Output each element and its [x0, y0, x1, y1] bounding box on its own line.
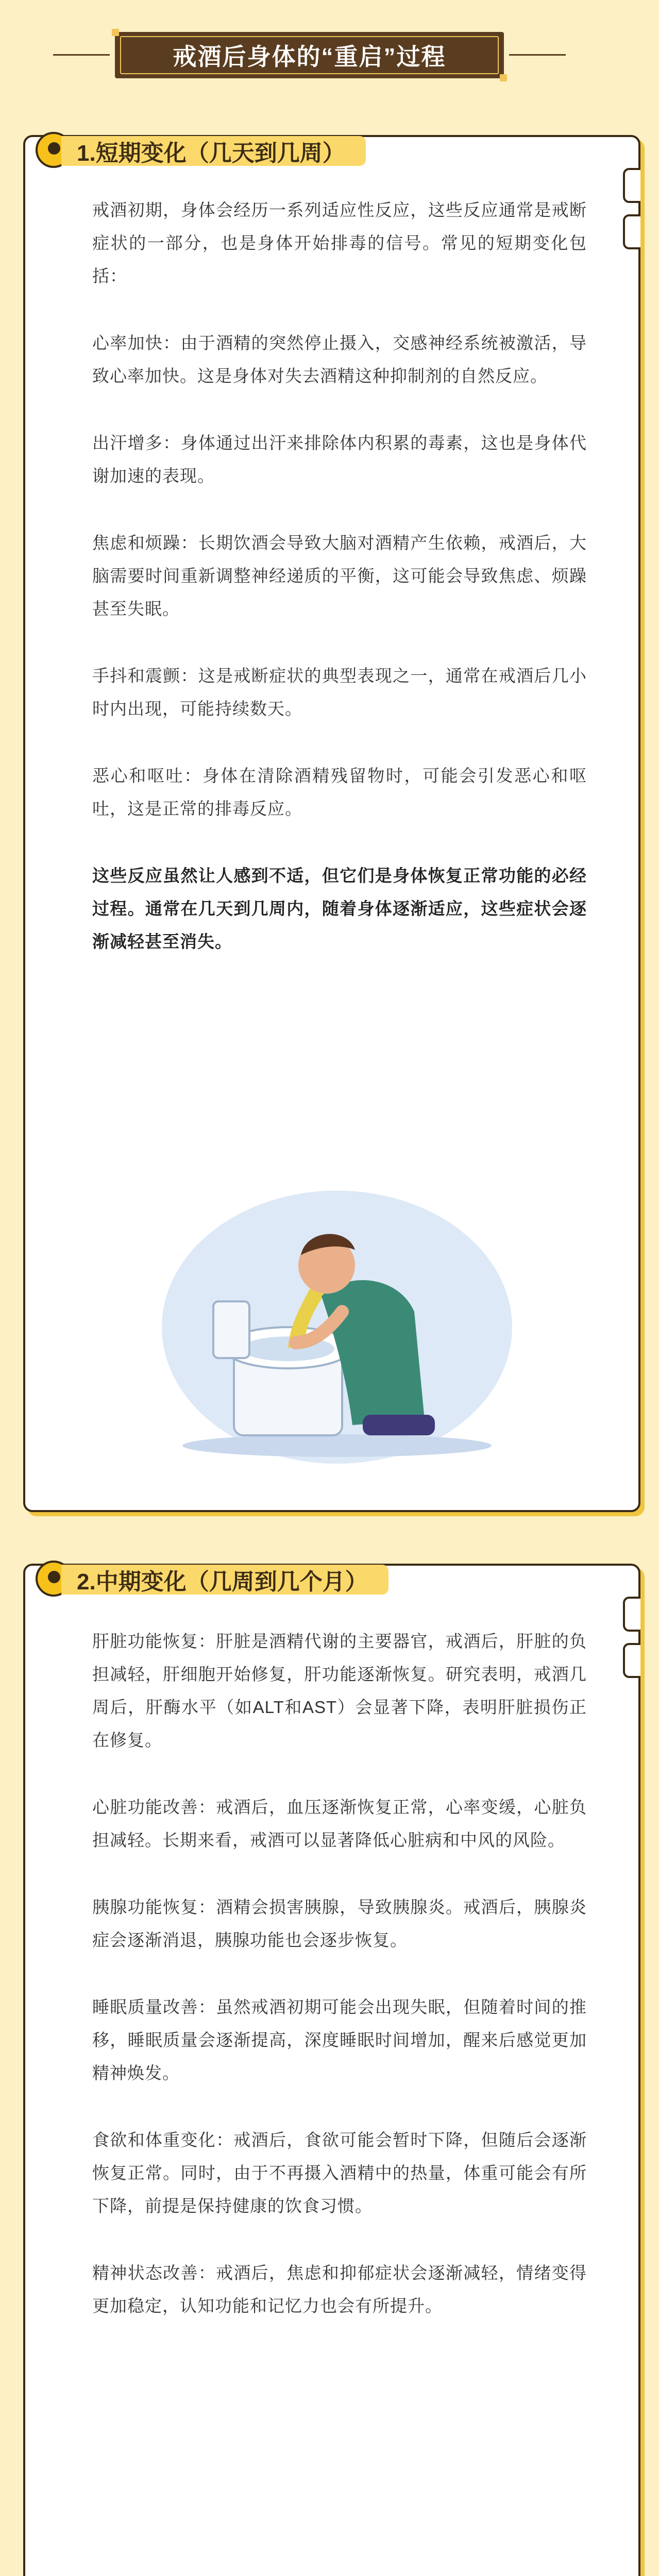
man-vomiting-illustration [157, 1178, 517, 1466]
paragraph: 精神状态改善：戒酒后，焦虑和抑郁症状会逐渐减轻，情绪变得更加稳定，认知功能和记忆力也会有所提升。 [92, 2263, 587, 2315]
section-body [92, 1625, 587, 2357]
paragraph: 戒酒初期，身体会经历一系列适应性反应，这些反应通常是戒断症状的一部分，也是身体开始排毒的信号。常见的短期变化包括： [92, 200, 587, 285]
paragraph: 心率加快：由于酒精的突然停止摄入，交感神经系统被激活，导致心率加快。这是身体对失去酒精这种抑制剂的自然反应。 [92, 333, 587, 385]
section-mid-term [23, 1564, 640, 2576]
paragraph: 手抖和震颤：这是戒断症状的典型表现之一，通常在戒酒后几小时内出现，可能持续数天。 [92, 666, 587, 718]
section-header [36, 1553, 499, 1600]
paragraph: 肝脏功能恢复：肝脏是酒精代谢的主要器官，戒酒后，肝脏的负担减轻，肝细胞开始修复，肝功能逐渐恢复。研究表明，戒酒几周后，肝酶水平（如ALT和AST）会显著下降，表明肝脏损伤正在修复。 [92, 1632, 587, 1750]
paragraph-emphasis: 这些反应虽然让人感到不适，但它们是身体恢复正常功能的必经过程。通常在几天到几周内，随着身体逐渐适应，这些症状会逐渐减轻甚至消失。 [92, 866, 587, 951]
section-body [92, 194, 587, 992]
paragraph: 心脏功能改善：戒酒后，血压逐渐恢复正常，心率变缓，心脏负担减轻。长期来看，戒酒可以显著降低心脏病和中风的风险。 [92, 1798, 587, 1850]
title-banner [0, 0, 659, 98]
paragraph: 睡眠质量改善：虽然戒酒初期可能会出现失眠，但随着时间的推移，睡眠质量会逐渐提高，深度睡眠时间增加，醒来后感觉更加精神焕发。 [92, 1997, 587, 2082]
page-title: 戒酒后身体的“重启”过程 [120, 36, 499, 74]
section-heading: 1.短期变化（几天到几周） [61, 136, 366, 166]
paragraph: 焦虑和烦躁：长期饮酒会导致大脑对酒精产生依赖，戒酒后，大脑需要时间重新调整神经递质的平衡，这可能会导致焦虑、烦躁甚至失眠。 [92, 533, 587, 618]
section-header [36, 125, 499, 171]
paragraph: 食欲和体重变化：戒酒后，食欲可能会暂时下降，但随后会逐渐恢复正常。同时，由于不再摄入酒精中的热量，体重可能会有所下降，前提是保持健康的饮食习惯。 [92, 2130, 587, 2215]
paragraph: 恶心和呕吐：身体在清除酒精残留物时，可能会引发恶心和呕吐，这是正常的排毒反应。 [92, 766, 587, 818]
paragraph: 出汗增多：身体通过出汗来排除体内积累的毒素，这也是身体代谢加速的表现。 [92, 433, 587, 485]
paragraph: 胰腺功能恢复：酒精会损害胰腺，导致胰腺炎。戒酒后，胰腺炎症会逐渐消退，胰腺功能也会逐步恢复。 [92, 1897, 587, 1950]
section-short-term [23, 135, 640, 1512]
section-heading: 2.中期变化（几周到几个月） [61, 1565, 388, 1595]
title-box [115, 32, 504, 78]
